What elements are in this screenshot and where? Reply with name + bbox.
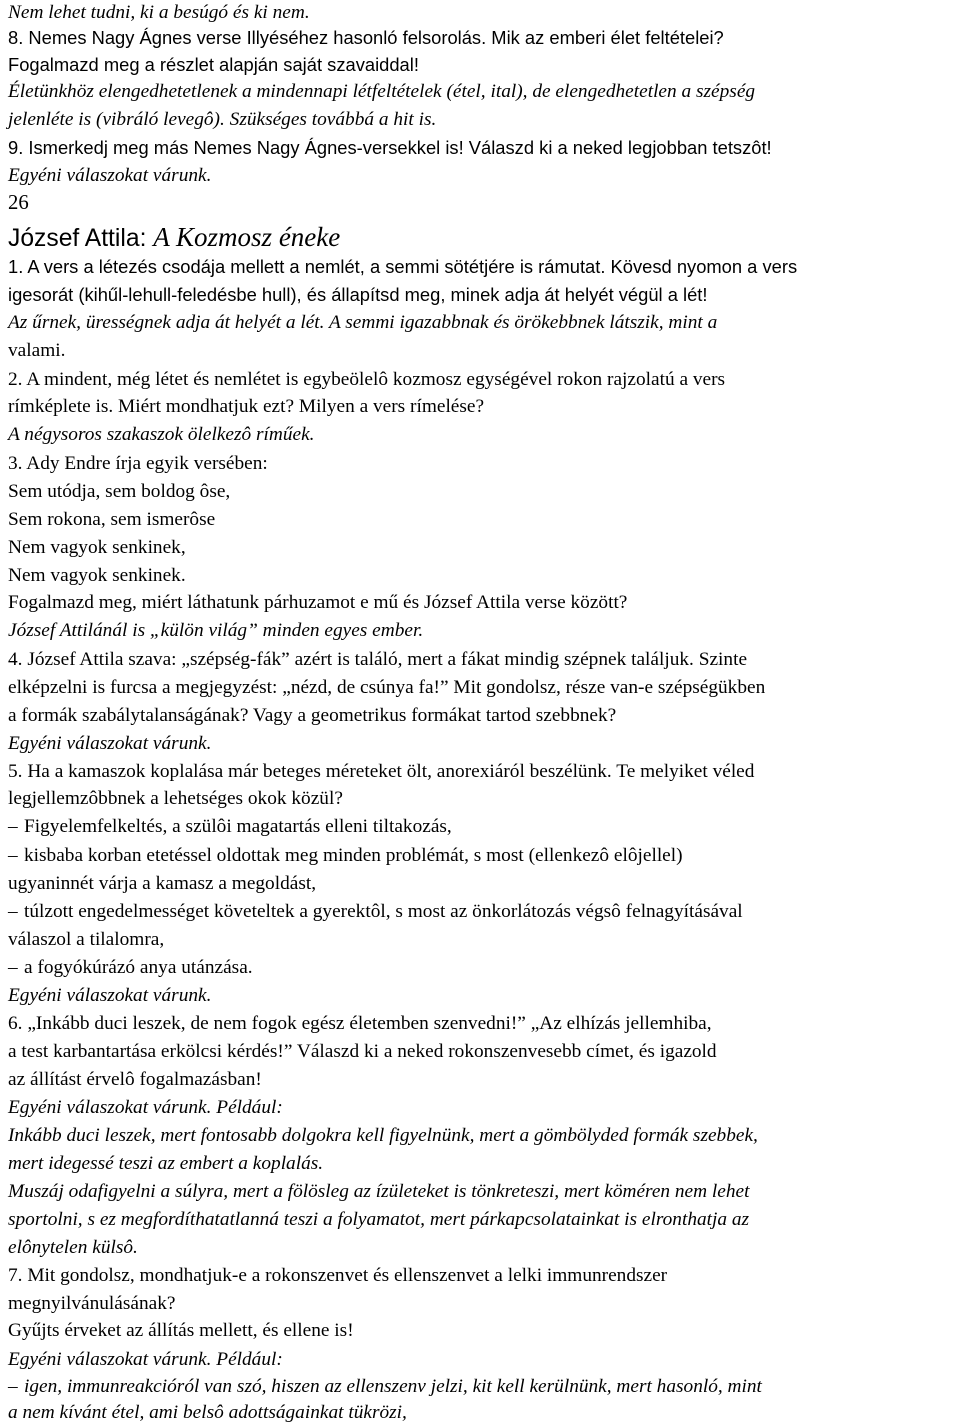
text-line: 7. Mit gondolsz, mondhatjuk-e a rokonszenvet és ellenszenvet a lelki immunrendszer [8, 1265, 668, 1286]
text-line: a test karbantartása erkölcsi kérdés!” Válaszd ki a neked rokonszenvesebb címet, és igazold [8, 1041, 717, 1062]
text-line: Nem vagyok senkinek, [8, 537, 186, 558]
text-line: a formák szabálytalanságának? Vagy a geometrikus formákat tartod szebbnek? [8, 705, 617, 726]
text-line: megnyilvánulásának? [8, 1293, 176, 1314]
text-line: 2. A mindent, még létet és nemlétet is egybeölelô kozmosz egységével rokon rajzolatú a vers [8, 369, 726, 390]
text-line: József Attilánál is „külön világ” minden egyes ember. [8, 620, 424, 641]
dash-bullet-icon: – [8, 957, 18, 978]
list-item [8, 1374, 956, 1400]
text-line: 3. Ady Endre írja egyik versében: [8, 453, 268, 474]
text-line: 6. „Inkább duci leszek, de nem fogok egész életemben szenvedni!” „Az elhízás jellemhiba, [8, 1013, 712, 1034]
list-item-text: túlzott engedelmességet követeltek a gyerektôl, s most az önkorlátozás végsô felnagyításával [24, 901, 743, 922]
text-line: Egyéni válaszokat várunk. [8, 165, 212, 186]
text-line: Egyéni válaszokat várunk. [8, 985, 212, 1006]
text-line: Sem rokona, sem ismerôse [8, 509, 216, 530]
text-line: rímképlete is. Miért mondhatjuk ezt? Milyen a vers rímelése? [8, 396, 485, 417]
text-line: Egyéni válaszokat várunk. [8, 733, 212, 754]
list-item-text: a fogyókúrázó anya utánzása. [24, 957, 253, 978]
text-line: Inkább duci leszek, mert fontosabb dolgokra kell figyelnünk, mert a gömbölyded formák szebbek, [8, 1125, 758, 1146]
text-line: 5. Ha a kamaszok koplalása már beteges méreteket ölt, anorexiáról beszélünk. Te melyiket véled [8, 761, 755, 782]
dash-bullet-icon: – [8, 1376, 18, 1397]
page-number: 26 [8, 192, 29, 214]
text-line: 8. Nemes Nagy Ágnes verse Illyéséhez hasonló felsorolás. Mik az emberi élet feltételei? [8, 27, 724, 48]
list-item-text: kisbaba korban etetéssel oldottak meg minden problémát, s most (ellenkezô elôjellel) [24, 845, 683, 866]
text-line: igesorát (kihűl-lehull-feledésbe hull), és állapítsd meg, minek adja át helyét végül a lét! [8, 284, 708, 305]
text-line: 1. A vers a létezés csodája mellett a nemlét, a semmi sötétjére is rámutat. Kövesd nyomon a vers [8, 256, 798, 277]
list-item [8, 843, 956, 869]
text-line: Az űrnek, ürességnek adja át helyét a lét. A semmi igazabbnak és örökebbnek látszik, mint a [8, 312, 718, 333]
text-line: elônytelen külsô. [8, 1237, 138, 1258]
heading-author: József Attila: [8, 225, 147, 252]
text-line: Muszáj odafigyelni a súlyra, mert a fölösleg az ízületeket is tönkreteszi, mert köméren nem lehet [8, 1181, 750, 1202]
text-line: elképzelni is furcsa a megjegyzést: „nézd, de csúnya fa!” Mit gondolsz, része van-e szépségükben [8, 677, 766, 698]
list-item-text: Figyelemfelkeltés, a szülôi magatartás elleni tiltakozás, [24, 816, 452, 837]
text-line: Egyéni válaszokat várunk. Például: [8, 1349, 283, 1370]
text-line: az állítást érvelô fogalmazásban! [8, 1069, 262, 1090]
section-heading [8, 222, 956, 254]
text-line: Fogalmazd meg a részlet alapján saját szavaiddal! [8, 54, 419, 75]
list-item-text: igen, immunreakcióról van szó, hiszen az ellenszenv jelzi, kit kell kerülnünk, mert hasonló, mint [24, 1376, 762, 1397]
text-line: mert idegessé teszi az embert a koplalás. [8, 1153, 324, 1174]
text-line: ugyaninnét várja a kamasz a megoldást, [8, 873, 317, 894]
list-item [8, 955, 956, 981]
dash-bullet-icon: – [8, 901, 18, 922]
text-line: 4. József Attila szava: „szépség-fák” azért is találó, mert a fákat mindig szépnek találjuk. Szinte [8, 649, 748, 670]
text-line: valami. [8, 340, 66, 361]
text-line: Nem lehet tudni, ki a besúgó és ki nem. [8, 2, 310, 23]
dash-bullet-icon: – [8, 845, 18, 866]
text-line: a nem kívánt étel, ami belsô adottságainkat tükrözi, [8, 1402, 407, 1423]
text-line: Életünkhöz elengedhetetlenek a mindennapi létfeltételek (étel, ital), de elengedhetetlen a szépség [8, 81, 756, 102]
text-line: Fogalmazd meg, miért láthatunk párhuzamot e mű és József Attila verse között? [8, 592, 628, 613]
text-line: Nem vagyok senkinek. [8, 565, 186, 586]
dash-bullet-icon: – [8, 816, 18, 837]
text-line: jelenléte is (vibráló levegô). Szükséges továbbá a hit is. [8, 109, 437, 130]
text-line: sportolni, s ez megfordíthatatlanná teszi a folyamatot, mert párkapcsolatainkat is elronthatja az [8, 1209, 750, 1230]
text-line: Egyéni válaszokat várunk. Például: [8, 1097, 283, 1118]
text-line: A négysoros szakaszok ölelkezô ríműek. [8, 424, 315, 445]
text-line: válaszol a tilalomra, [8, 929, 165, 950]
text-line: Gyűjts érveket az állítás mellett, és ellene is! [8, 1320, 354, 1341]
list-item [8, 899, 956, 925]
text-line: Sem utódja, sem boldog ôse, [8, 481, 231, 502]
text-line: legjellemzôbbnek a lehetséges okok közül? [8, 788, 343, 809]
heading-title: A Kozmosz éneke [153, 222, 341, 252]
list-item [8, 814, 956, 840]
text-line: 9. Ismerkedj meg más Nemes Nagy Ágnes-versekkel is! Válaszd ki a neked legjobban tetszôt! [8, 137, 772, 158]
